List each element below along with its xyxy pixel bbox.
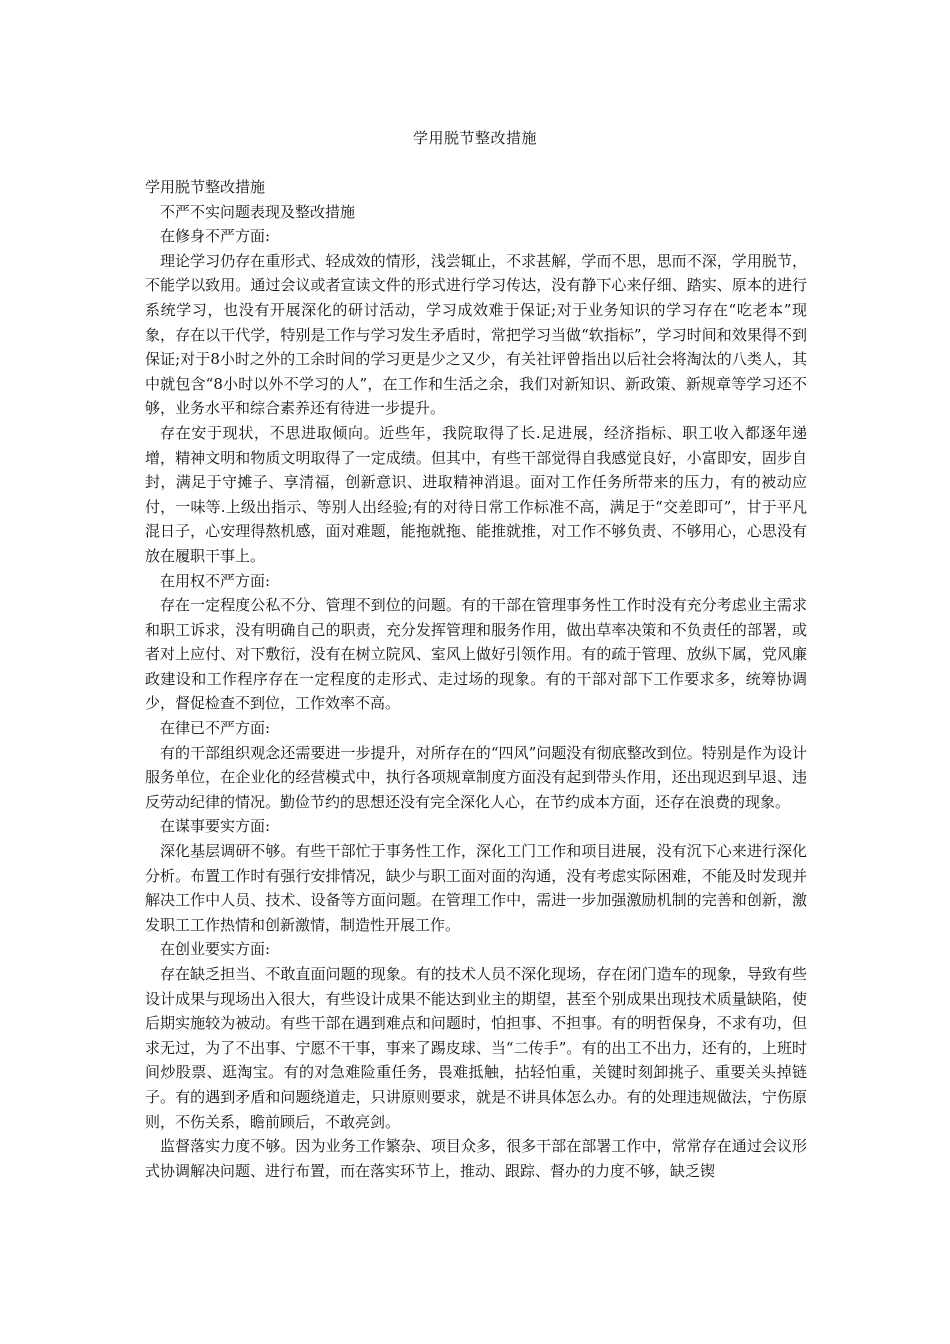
body-paragraph: 深化基层调研不够。有些干部忙于事务性工作，深化工门工作和项目进展，没有沉下心来进行深化分析。布置工作时有强行安排情况，缺少与职工面对面的沟通，没有考虑实际困难，不能及时发现并解决工作中人员、技术、设备等方面问题。在管理工作中，需进一步加强激励机制的完善和创新，激发职工工作热情和创新激情，制造性开展工作。 bbox=[145, 842, 807, 934]
section-heading: 在修身不严方面: bbox=[160, 227, 271, 246]
section-heading: 在律已不严方面: bbox=[160, 719, 271, 738]
body-paragraph: 有的干部组织观念还需要进一步提升，对所存在的“四风”问题没有彻底整改到位。特别是作为设计服务单位，在企业化的经营模式中，执行各项规章制度方面没有起到带头作用，还出现迟到早退、违反劳动纪律的情况。勤俭节约的思想还没有完全深化人心，在节约成本方面，还存在浪费的现象。 bbox=[145, 743, 807, 811]
section-heading: 在用权不严方面: bbox=[160, 571, 271, 590]
body-paragraph: 监督落实力度不够。因为业务工作繁杂、项目众多，很多干部在部署工作中，常常存在通过会议形式协调解决问题、进行布置，而在落实环节上，推动、跟踪、督办的力度不够，缺乏锲 bbox=[145, 1137, 807, 1180]
section-subtitle: 不严不实问题表现及整改措施 bbox=[160, 202, 356, 221]
section-heading: 在创业要实方面: bbox=[160, 940, 271, 959]
document-body bbox=[145, 175, 807, 1183]
section-heading: 在谋事要实方面: bbox=[160, 817, 271, 836]
page-title: 学用脱节整改措施 bbox=[412, 129, 537, 147]
body-paragraph: 存在一定程度公私不分、管理不到位的问题。有的干部在管理事务性工作时没有充分考虑业主需求和职工诉求，没有明确自己的职责，充分发挥管理和服务作用，做出草率决策和不负责任的部署，或者对上应付、对下敷衍，没有在树立院风、室风上做好引领作用。有的疏于管理、放纵下属，党风廉政建设和工作程序存在一定程度的走形式、走过场的现象。有的干部对部下工作要求多，统筹协调少，督促检查不到位，工作效率不高。 bbox=[145, 596, 807, 713]
body-paragraph: 理论学习仍存在重形式、轻成效的情形，浅尝辄止，不求甚解，学而不思，思而不深，学用脱节，不能学以致用。通过会议或者宣读文件的形式进行学习传达，没有静下心来仔细、踏实、原本的进行系统学习，也没有开展深化的研讨活动，学习成效难于保证;对于业务知识的学习存在“吃老本”现象，存在以干代学，特别是工作与学习发生矛盾时，常把学习当做“软指标”，学习时间和效果得不到保证;对于8小时之外的工余时间的学习更是少之又少，有关社评曾指出以后社会将淘汰的八类人，其中就包含“8小时以外不学习的人”，在工作和生活之余，我们对新知识、新政策、新规章等学习还不够，业务水平和综合素养还有待进一步提升。 bbox=[145, 251, 807, 418]
body-heading: 学用脱节整改措施 bbox=[145, 178, 266, 196]
body-paragraph: 存在缺乏担当、不敢直面问题的现象。有的技术人员不深化现场，存在闭门造车的现象，导致有些设计成果与现场出入很大，有些设计成果不能达到业主的期望，甚至个别成果出现技术质量缺陷，使后期实施较为被动。有些干部在遇到难点和问题时，怕担事、不担事。有的明哲保身，不求有功，但求无过，为了不出事、宁愿不干事，事来了踢皮球、当“二传手”。有的出工不出力，还有的，上班时间炒股票、逛淘宝。有的对急难险重任务，畏难抵触，拈轻怕重，关键时刻卸挑子、重要关头掉链子。有的遇到矛盾和问题绕道走，只讲原则要求，就是不讲具体怎么办。有的处理违规做法，宁伤原则，不伤关系，瞻前顾后，不敢亮剑。 bbox=[145, 965, 807, 1131]
body-paragraph: 存在安于现状，不思进取倾向。近些年，我院取得了长.足进展，经济指标、职工收入都逐年递增，精神文明和物质文明取得了一定成绩。但其中，有些干部觉得自我感觉良好，小富即安，固步自封，满足于守摊子、享清福，创新意识、进取精神消退。面对工作任务所带来的压力，有的被动应付，一味等.上级出指示、等别人出经验;有的对待日常工作标准不高，满足于“交差即可”，甘于平凡混日子，心安理得熬机感，面对难题，能拖就拖、能推就推，对工作不够负责、不够用心，心思没有放在履职干事上。 bbox=[145, 423, 807, 565]
